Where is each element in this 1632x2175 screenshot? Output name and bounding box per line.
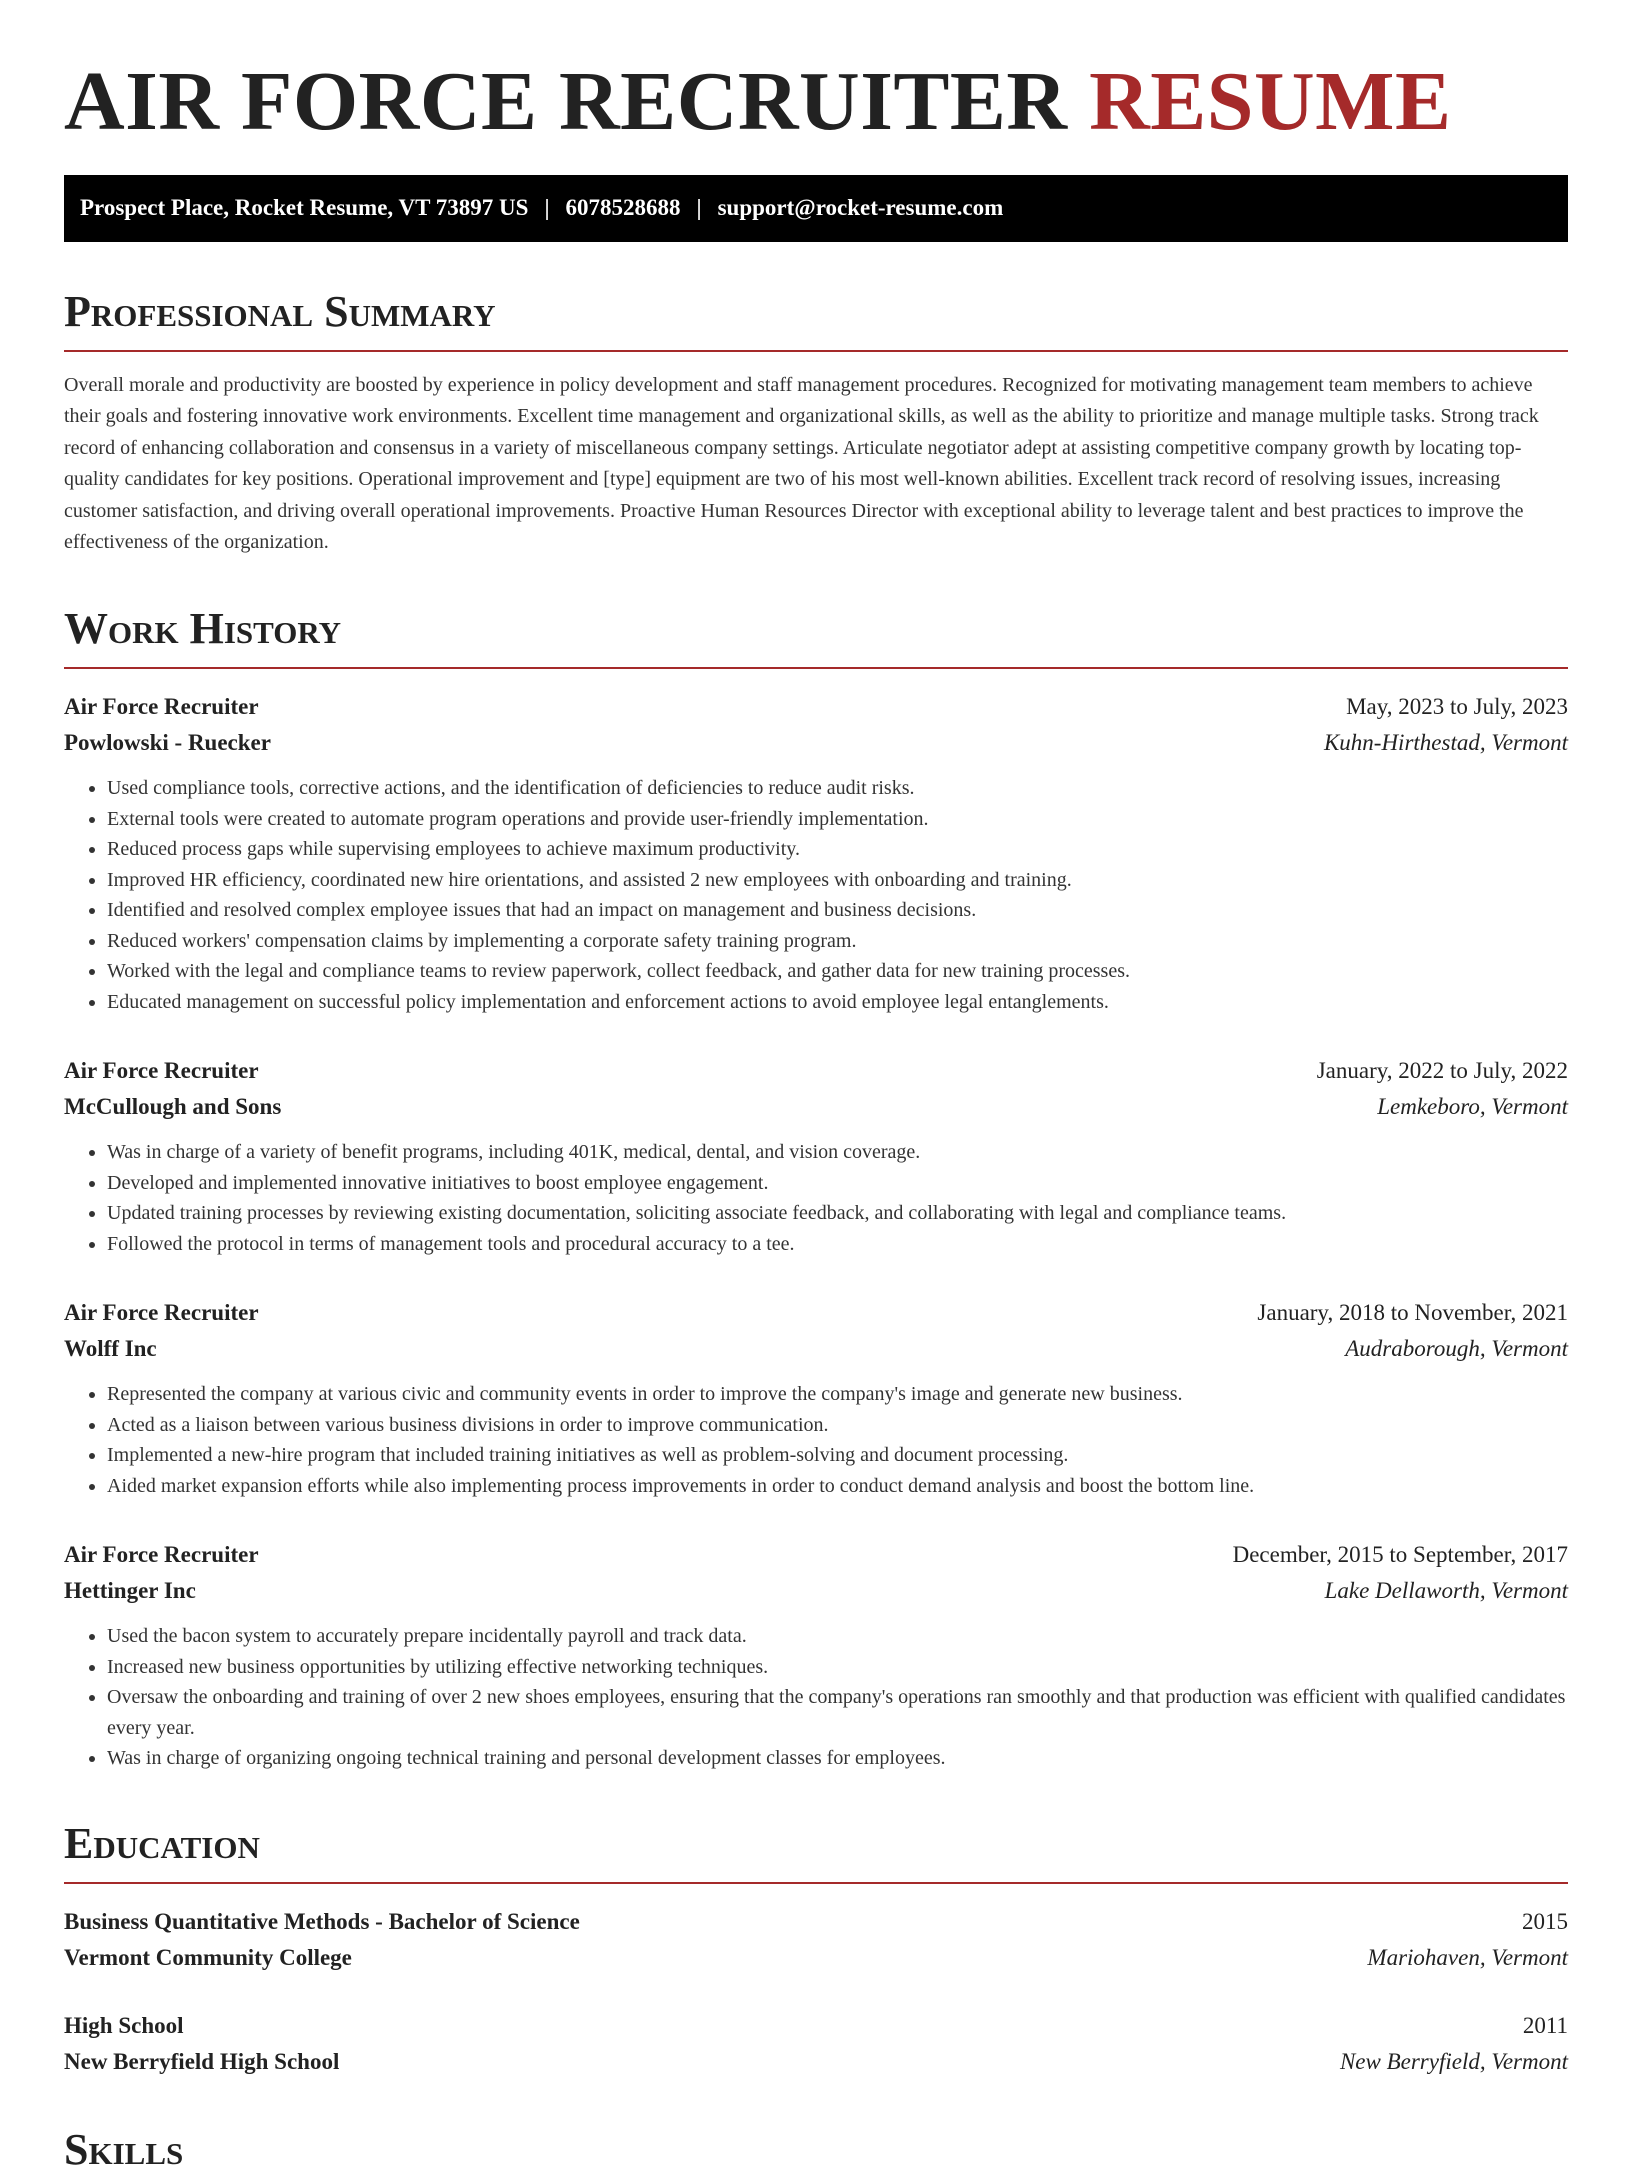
skills-heading: Skills: [64, 2125, 184, 2175]
job-company-row: [64, 1331, 1568, 1367]
summary-heading: Professional Summary: [64, 286, 496, 336]
contact-phone: 6078528688: [565, 195, 681, 221]
job-company: Wolff Inc: [64, 1336, 157, 1362]
job-bullet: • Educated management on successful policy implementation and enforcement actions to avoid employee legal entanglements.: [107, 987, 1568, 1018]
job-header-row: [64, 1537, 1568, 1573]
job-header-row: [64, 689, 1568, 725]
title-main: AIR FORCE RECRUITER: [64, 55, 1068, 148]
education-entry: [64, 2008, 1568, 2080]
job-bullet: • Identified and resolved complex employee issues that had an impact on management and business decisions.: [107, 895, 1568, 926]
education-school: New Berryfield High School: [64, 2049, 340, 2075]
education-school-row: [64, 1940, 1568, 1976]
job-company-row: [64, 1089, 1568, 1125]
title-accent: RESUME: [1089, 55, 1452, 148]
section-divider: [64, 667, 1568, 669]
education-heading: Education: [64, 1818, 260, 1868]
job-dates: December, 2015 to September, 2017: [1232, 1542, 1568, 1568]
job-bullet: • Aided market expansion efforts while also implementing process improvements in order to conduct demand analysis and boost the bottom line.: [107, 1471, 1568, 1502]
education-year: 2015: [1522, 1909, 1568, 1935]
education-degree: Business Quantitative Methods - Bachelor of Science: [64, 1909, 580, 1935]
contact-email: support@rocket-resume.com: [717, 195, 1004, 221]
resume-title: [64, 54, 1568, 151]
job-bullet: • Worked with the legal and compliance teams to review paperwork, collect feedback, and gather data for new training processes.: [107, 956, 1568, 987]
job-bullet: • Updated training processes by reviewing existing documentation, soliciting associate feedback, and collaborating with legal and compliance teams.: [107, 1198, 1568, 1229]
section-divider: [64, 350, 1568, 352]
job-entry: [64, 689, 1568, 1017]
work-history-heading: Work History: [64, 603, 342, 653]
job-bullet: • Was in charge of a variety of benefit programs, including 401K, medical, dental, and vision coverage.: [107, 1137, 1568, 1168]
job-bullet: • Increased new business opportunities by utilizing effective networking techniques.: [107, 1652, 1568, 1683]
job-bullet: • Oversaw the onboarding and training of over 2 new shoes employees, ensuring that the company's operations ran smoothly and that production was efficient with qualified candidates every year.: [107, 1682, 1568, 1743]
job-location: Audraborough, Vermont: [1345, 1336, 1568, 1362]
contact-separator: |: [544, 195, 550, 221]
job-company-row: [64, 1573, 1568, 1609]
summary-text: Overall morale and productivity are boosted by experience in policy development and staff management procedures. Recognized for motivating management team members to achieve their goals and fostering innovative work environments. Excellent time management and organizational skills, as well as the ability to prioritize and manage multiple tasks. Strong track record of enhancing collaboration and consensus in a variety of miscellaneous company settings. Articulate negotiator adept at assisting competitive company growth by locating top-quality candidates for key positions. Operational improvement and [type] equipment are two of his most well-known abilities. Excellent track record of resolving issues, increasing customer satisfaction, and driving overall operational improvements. Proactive Human Resources Director with exceptional ability to leverage talent and best practices to improve the effectiveness of the organization.: [64, 373, 1539, 554]
job-bullets: [64, 1621, 1568, 1774]
education-school-row: [64, 2044, 1568, 2080]
education-location: New Berryfield, Vermont: [1339, 2049, 1568, 2075]
contact-bar: [64, 175, 1568, 242]
job-title: Air Force Recruiter: [64, 1542, 259, 1568]
job-entry: [64, 1053, 1568, 1259]
job-header-row: [64, 1053, 1568, 1089]
job-company: Hettinger Inc: [64, 1578, 196, 1604]
section-divider: [64, 1882, 1568, 1884]
job-company: McCullough and Sons: [64, 1094, 282, 1120]
contact-address: Prospect Place, Rocket Resume, VT 73897 US: [80, 195, 529, 221]
education-entry: [64, 1904, 1568, 1976]
job-dates: January, 2022 to July, 2022: [1316, 1058, 1568, 1084]
job-location: Lemkeboro, Vermont: [1377, 1094, 1568, 1120]
job-bullets: [64, 1137, 1568, 1259]
job-bullet: • Reduced process gaps while supervising employees to achieve maximum productivity.: [107, 834, 1568, 865]
education-school: Vermont Community College: [64, 1945, 352, 1971]
education-degree-row: [64, 2008, 1568, 2044]
job-bullet: • Implemented a new-hire program that included training initiatives as well as problem-solving and document processing.: [107, 1440, 1568, 1471]
job-location: Lake Dellaworth, Vermont: [1324, 1578, 1568, 1604]
job-bullet: • Used compliance tools, corrective actions, and the identification of deficiencies to reduce audit risks.: [107, 773, 1568, 804]
education-degree: High School: [64, 2013, 184, 2039]
job-title: Air Force Recruiter: [64, 1058, 259, 1084]
contact-separator: |: [696, 195, 702, 221]
job-header-row: [64, 1295, 1568, 1331]
job-bullet: • Followed the protocol in terms of management tools and procedural accuracy to a tee.: [107, 1229, 1568, 1260]
job-title: Air Force Recruiter: [64, 694, 259, 720]
job-bullet: • Was in charge of organizing ongoing technical training and personal development classes for employees.: [107, 1743, 1568, 1774]
job-bullet: • Developed and implemented innovative initiatives to boost employee engagement.: [107, 1168, 1568, 1199]
job-bullet: • Acted as a liaison between various business divisions in order to improve communication.: [107, 1410, 1568, 1441]
job-bullets: [64, 773, 1568, 1017]
job-bullets: [64, 1379, 1568, 1501]
job-company: Powlowski - Ruecker: [64, 730, 271, 756]
job-bullet: • Reduced workers' compensation claims by implementing a corporate safety training program.: [107, 926, 1568, 957]
education-year: 2011: [1522, 2013, 1568, 2039]
job-entry: [64, 1537, 1568, 1774]
education-location: Mariohaven, Vermont: [1367, 1945, 1568, 1971]
job-entry: [64, 1295, 1568, 1501]
job-company-row: [64, 725, 1568, 761]
job-bullet: • Improved HR efficiency, coordinated new hire orientations, and assisted 2 new employees with onboarding and training.: [107, 865, 1568, 896]
education-degree-row: [64, 1904, 1568, 1940]
job-bullet: • External tools were created to automate program operations and provide user-friendly implementation.: [107, 804, 1568, 835]
job-dates: May, 2023 to July, 2023: [1346, 694, 1568, 720]
job-location: Kuhn-Hirthestad, Vermont: [1323, 730, 1568, 756]
job-bullet: • Represented the company at various civic and community events in order to improve the company's image and generate new business.: [107, 1379, 1568, 1410]
job-dates: January, 2018 to November, 2021: [1257, 1300, 1568, 1326]
job-title: Air Force Recruiter: [64, 1300, 259, 1326]
job-bullet: • Used the bacon system to accurately prepare incidentally payroll and track data.: [107, 1621, 1568, 1652]
